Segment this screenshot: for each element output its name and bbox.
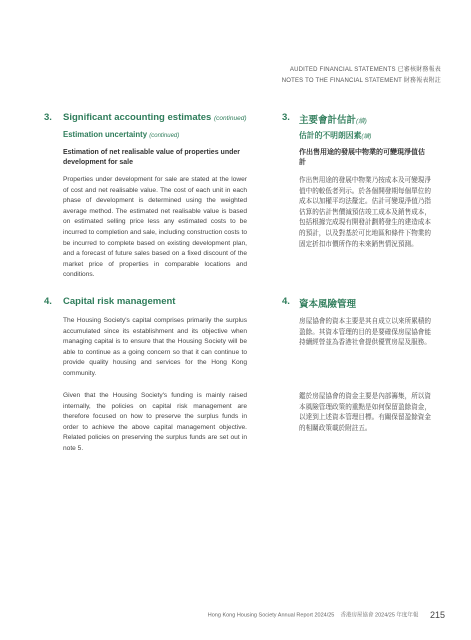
- nrv-heading-en: Estimation of net realisable value of properties under development for sale: [63, 149, 240, 166]
- page-number: 215: [429, 610, 445, 620]
- section-4-number-zh: 4.: [282, 296, 290, 307]
- footer-text-zh: 香港房屋協會 2024/25 年度年報: [340, 612, 419, 619]
- section-3-number-zh: 3.: [282, 112, 290, 123]
- section-4-title: Capital risk management: [63, 296, 176, 307]
- section-3-title: Significant accounting estimates (continued): [63, 112, 247, 123]
- capital-para-1-zh: 房屋協會的資本主要是其自成立以來所累積的盈餘。其資本管理的目的是要確保房屋協會能持續經營並為香港社會提供優質房屋及服務。: [299, 317, 431, 347]
- capital-para-2-en: Given that the Housing Society's funding is mainly raised internally, the policies on capital risk management are therefore focused on how to preserve the surplus funds in order to achieve the above capital management objective. Related policies on preserving the surplus funds are set out in note 5.: [63, 392, 247, 452]
- estimation-uncertainty-subtitle-zh: 估計的不明朗因素(續): [299, 131, 372, 140]
- section-4-title-zh: 資本風險管理: [299, 299, 357, 310]
- estimation-uncertainty-subtitle: Estimation uncertainty (continued): [63, 130, 180, 139]
- section-3-title-zh: 主要會計估計(續): [299, 115, 367, 126]
- capital-para-1-en: The Housing Society's capital comprises primarily the surplus accumulated since its establishment and its objective when managing capital is to ensure that the Housing Society will be able to continue as a going concern so that it can continue to provide quality housing and services for the Hong Kong community.: [63, 317, 247, 377]
- section-3-number: 3.: [44, 112, 52, 123]
- capital-para-2-zh: 鑑於房屋協會的資金主要是內部籌集，所以資本風險管理政策的重點是如何保留盈餘資金，以達到上述資本管理目標。有關保留盈餘資金的相關政策載於附註五。: [299, 392, 431, 432]
- nrv-body-en: Properties under development for sale are stated at the lower of cost and net realisable value. The cost of each unit in each phase of development is determined using the weighted average method. The estimated net realisable value is based on estimated selling price less any estimated costs to be incurred to completion and sale, including construction costs to be incurred to complete based on existing development plan, and a forecast of future sales based on a fixed discount of the market price of properties in comparable locations and conditions.: [63, 176, 247, 279]
- page-footer: [208, 610, 445, 620]
- header-line-2: NOTES TO THE FINANCIAL STATEMENT 財務報表附註: [281, 78, 441, 84]
- header-line-1: AUDITED FINANCIAL STATEMENTS 已審核財務報表: [289, 67, 441, 73]
- footer-text-en: Hong Kong Housing Society Annual Report 2024/25: [207, 612, 335, 619]
- nrv-body-zh: 作出售用途的發展中物業乃按成本及可變現淨值中的較低者列示。於各個開發期每個單位的成本以加權平均法釐定。估計可變現淨值乃指估算的估計售價減預估竣工成本及銷售成本，包括根據完成現有開發計劃將發生的建造成本的預計，以及對基於可比地區和條件下物業的固定折扣市價所作的未來銷售情況預測。: [299, 176, 431, 248]
- nrv-heading-zh: 作出售用途的發展中物業的可變現淨值估計: [299, 149, 425, 166]
- section-4-number: 4.: [44, 296, 52, 307]
